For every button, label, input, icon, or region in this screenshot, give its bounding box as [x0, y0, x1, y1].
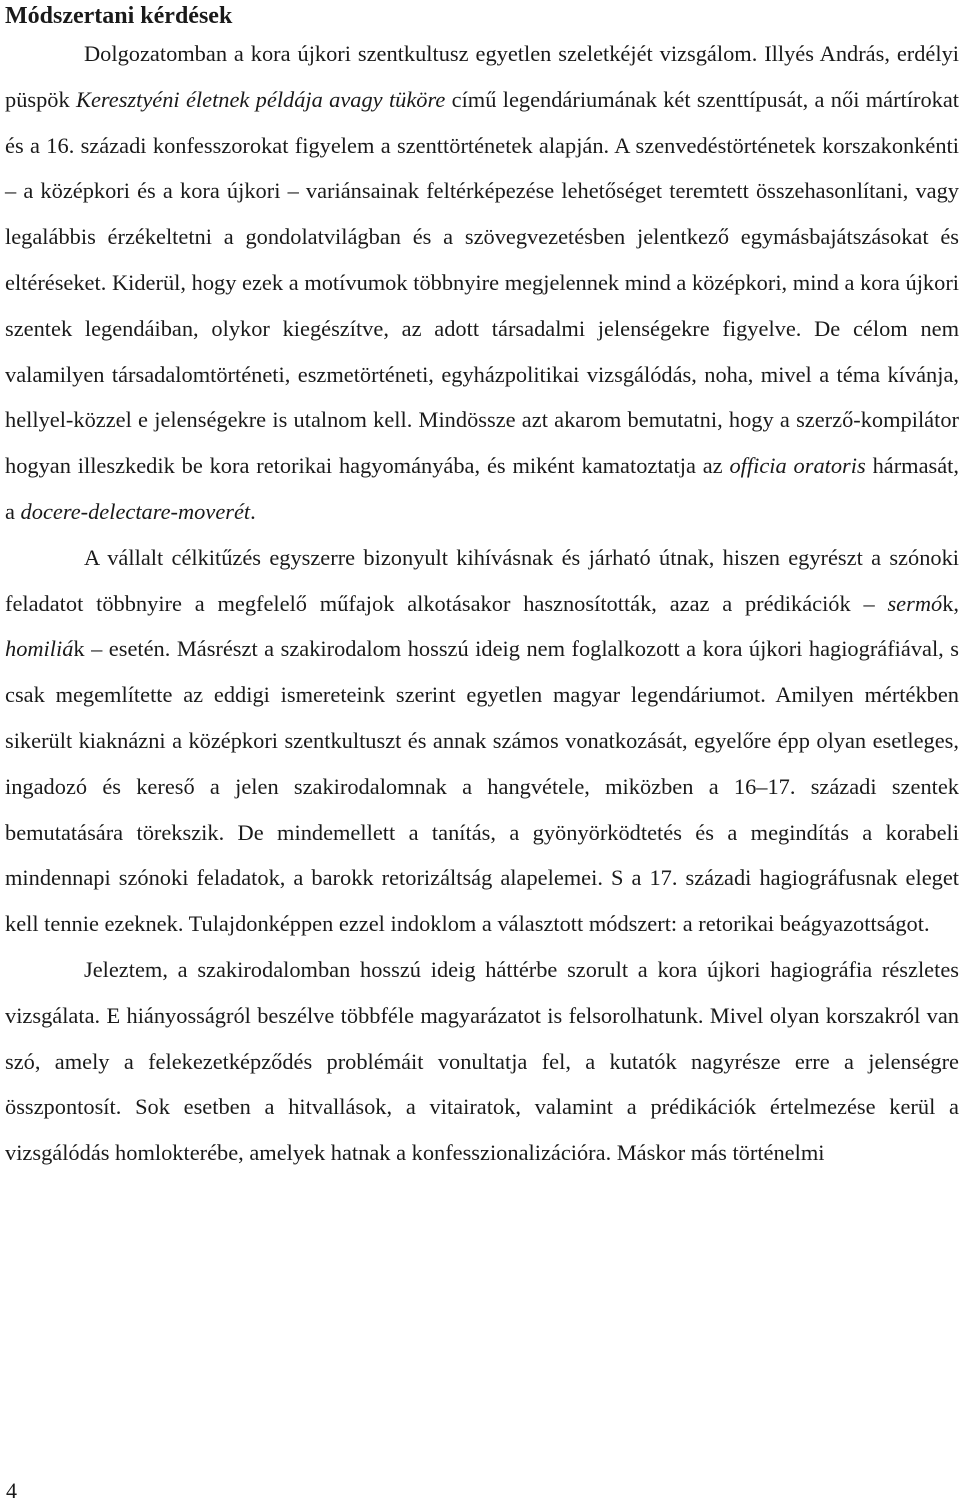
- text-run: hármasát, a: [5, 453, 959, 524]
- italic-text-run: officia oratoris: [729, 453, 866, 479]
- paragraph-2: [5, 535, 959, 947]
- page-number: 4: [6, 1478, 17, 1503]
- italic-text-run: docere-delectare-moverét: [20, 498, 251, 524]
- paragraph-1: [5, 31, 959, 535]
- italic-text-run: homiliá: [5, 636, 74, 662]
- text-run: k – esetén. Másrészt a szakirodalom hosszú ideig nem foglalkozott a kora újkori hagiográfiával, s csak megemlítette az eddigi ismereteink szerint egyetlen magyar legendáriumot. Amilyen mértékben sikerült kiaknázni a középkori szentkultuszt és annak számos vonatkozását, egyelőre épp olyan esetleges, ingadozó és kereső a jelen szakirodalomnak a hangvétele, miközben a 16–17. századi szentek bemutatására törekszik. De mindemellett a tanítás, a gyönyörködtetés és a megindítás a korabeli mindennapi szónoki feladatok, a barokk retorizáltság alapelemei. S a 17. századi hagiográfusnak eleget kell tennie ezeknek. Tulajdonképpen ezzel indoklom a választott módszert: a retorikai beágyazottságot.: [5, 636, 959, 937]
- italic-text-run: Keresztyéni életnek példája avagy tüköre: [76, 86, 446, 112]
- text-run: Dolgozatomban a kora újkori szentkultusz egyetlen szeletkéjét vizsgálom. Illyés András, erdélyi püspök: [5, 41, 959, 112]
- text-run: .: [250, 498, 256, 524]
- italic-text-run: sermó: [887, 590, 943, 616]
- text-run: k,: [942, 590, 959, 616]
- document-page: [5, 0, 959, 1176]
- paragraph-3: [5, 947, 959, 1176]
- text-run: A vállalt célkitűzés egyszerre bizonyult kihívásnak és járható útnak, hiszen egyrészt a szónoki feladatot többnyire a megfelelő műfajok alkotásakor hasznosították, azaz a prédikációk –: [5, 544, 959, 616]
- text-run: Jeleztem, a szakirodalomban hosszú ideig háttérbe szorult a kora újkori hagiográfia részletes vizsgálata. E hiányosságról beszélve többféle magyarázatot is felsorolhatunk. Mivel olyan korszakról van szó, amely a felekezetképződés problémáit vonultatja fel, a kutatók nagyrésze erre a jelenségre összpontosít. Sok esetben a hitvallások, a vitairatok, valamint a prédikációk értelmezése kerül a vizsgálódás homlokterébe, amelyek hatnak a konfesszionalizációra. Máskor más történelmi: [5, 956, 959, 1166]
- text-run: című legendáriumának két szenttípusát, a női mártírokat és a 16. századi konfesszorokat figyelem a szenttörténetek alapján. A szenvedéstörténetek korszakonkénti – a középkori és a kora újkori – variánsainak feltérképezése lehetőséget teremtett összehasonlítani, vagy legalábbis érzékeltetni a gondolatvilágban és a szövegvezetésben jelentkező egymásbajátszásokat és eltéréseket. Kiderül, hogy ezek a motívumok többnyire megjelennek mind a középkori, mind a kora újkori szentek legendáiban, olykor kiegészítve, az adott társadalmi jelenségekre figyelve. De célom nem valamilyen társadalomtörténeti, eszmetörténeti, egyházpolitikai vizsgálódás, noha, mivel a téma kívánja, hellyel-közzel e jelenségekre is utalnom kell. Mindössze azt akarom bemutatni, hogy a szerző-kompilátor hogyan illeszkedik be kora retorikai hagyományába, és miként kamatoztatja az: [5, 86, 959, 479]
- section-heading: Módszertani kérdések: [5, 3, 233, 29]
